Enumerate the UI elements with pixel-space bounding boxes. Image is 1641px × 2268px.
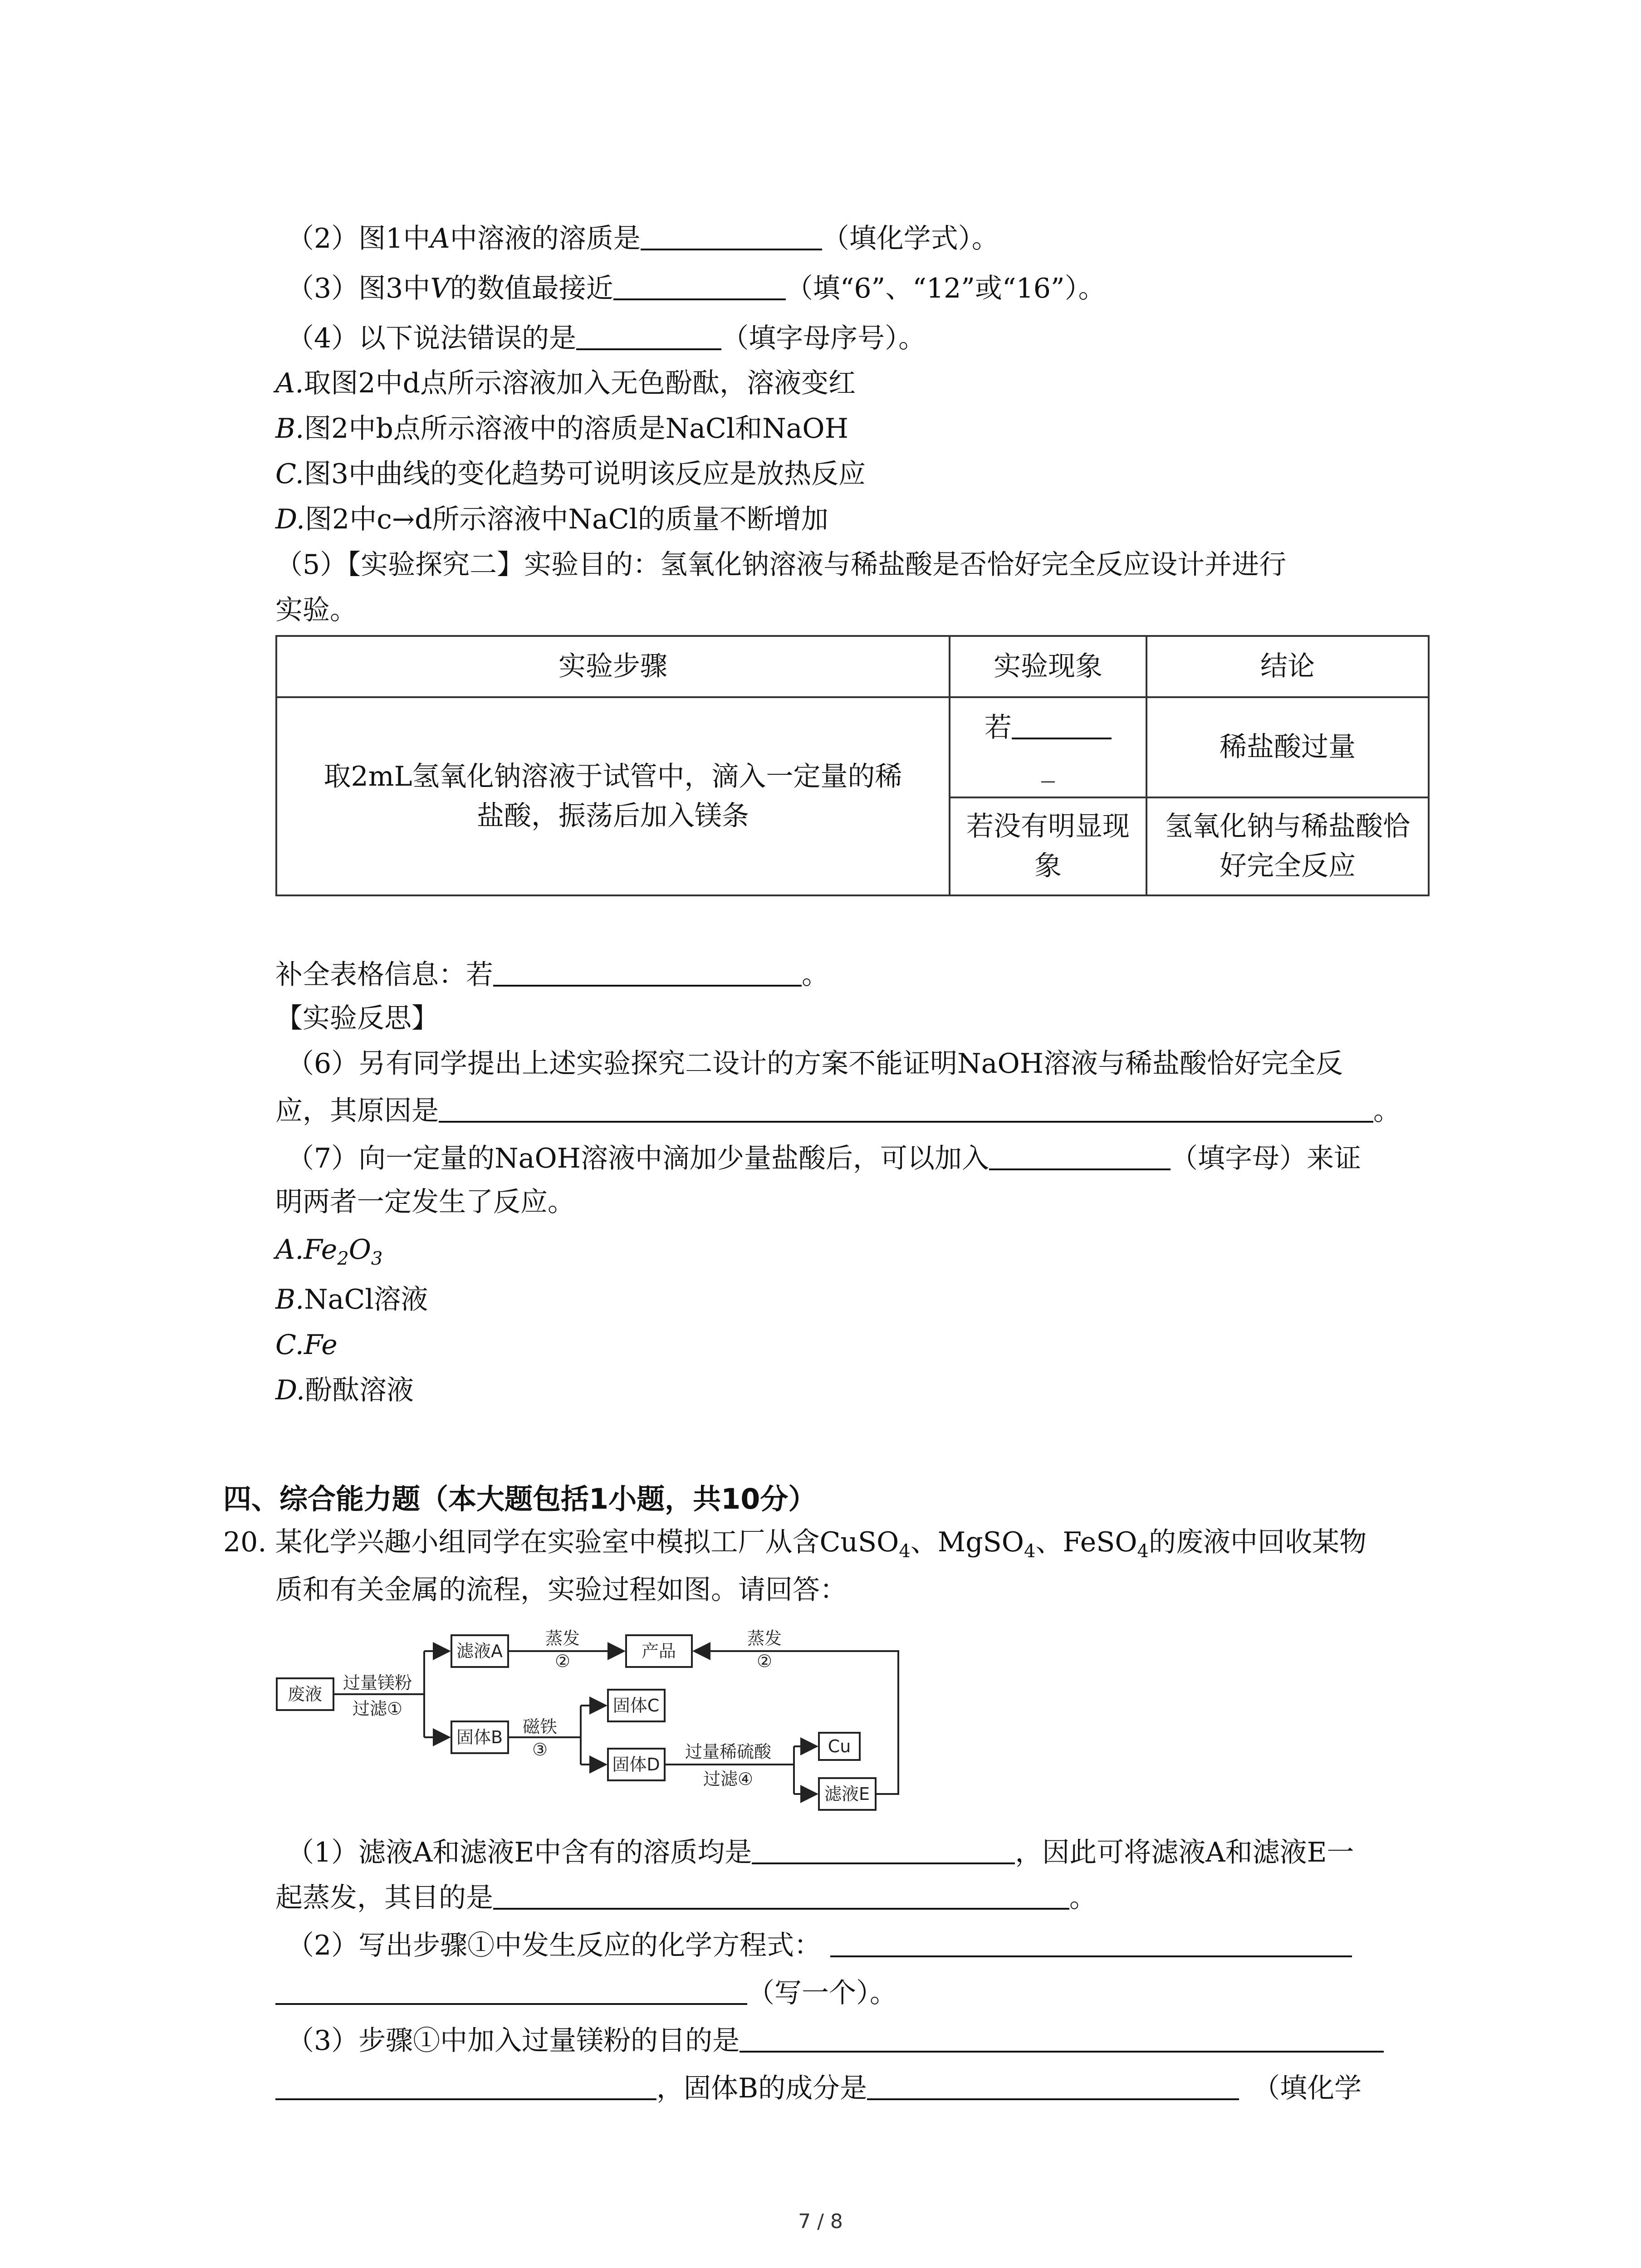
process-flow-diagram [272,1622,907,1821]
q20-3-line2 [275,2073,1362,2102]
q4-option-b [275,413,848,445]
q7-option-c [275,1331,338,1359]
q6-line1: （6）另有同学提出上述实验探究二设计的方案不能证明NaOH溶液与稀盐酸恰好完全反 [287,1048,1343,1080]
q20-2-line1 [287,1930,1352,1959]
label-evaporate: 蒸发 [545,1628,580,1648]
label-dilute-acid: 过量稀硫酸 [685,1742,772,1762]
label-cu: Cu [828,1736,851,1756]
q3-answer-blank[interactable] [613,273,786,300]
label-solid-b: 固体B [456,1727,503,1747]
q20-1-text: （1）滤液A和滤液E中含有的溶质均是 [287,1837,752,1868]
step-line2: 盐酸，振荡后加入镁条 [477,800,749,832]
option-text: 取图2中d点所示溶液加入无色酚酞，溶液变红 [304,367,856,399]
q2-var: A [430,223,450,254]
q20-text: 的废液中回收某物 [1149,1526,1367,1558]
q20-1-blank-2[interactable] [493,1882,1069,1910]
q20-text: 某化学兴趣小组同学在实验室中模拟工厂从含CuSO [275,1526,899,1558]
label-step1-top: 过量镁粉 [343,1673,412,1693]
option-text: Fe [304,1329,338,1361]
label-solid-d: 固体D [612,1755,660,1774]
label-evaporate-num: ② [554,1651,571,1671]
table-step-cell [276,697,950,895]
obs1-blank[interactable] [1012,712,1112,739]
q20-1-text2: ，因此可将滤液A和滤液E一 [1015,1837,1354,1868]
option-letter: B. [275,1284,304,1315]
q6-line2 [275,1095,1401,1127]
formula-part: Fe [304,1234,338,1266]
q2-answer-blank[interactable] [641,223,822,250]
section-4-heading: 四、综合能力题（本大题包括1小题，共10分） [223,1482,817,1515]
label-filtrate-a: 滤液A [456,1641,503,1661]
obs1-dash: _ [1041,751,1055,783]
q7-answer-blank[interactable] [989,1143,1171,1170]
q20-1-line2 [275,1882,1097,1914]
option-letter: D. [275,1374,305,1406]
formula-sub: 4 [899,1541,911,1562]
q4-option-d [275,503,828,535]
q20-3-text: （3）步骤①中加入过量镁粉的目的是 [287,2025,740,2057]
label-evaporate-2: 蒸发 [747,1628,782,1648]
q3-var: V [430,273,450,304]
q7-option-a [275,1236,382,1268]
table-conclusion-1: 稀盐酸过量 [1146,697,1429,797]
fill-info-text: 补全表格信息：若 [275,959,493,991]
table-header-observation: 实验现象 [950,636,1146,697]
table-header-step: 实验步骤 [276,636,950,697]
q4-answer-blank[interactable] [576,323,721,350]
q5-line1: （5）【实验探究二】实验目的：氢氧化钠溶液与稀盐酸是否恰好完全反应设计并进行 [275,549,1287,581]
q4-option-a [275,367,856,399]
q20-2-blank-2[interactable] [275,1978,747,2005]
q20-text: 、MgSO [910,1526,1024,1558]
table-conclusion-2: 氢氧化钠与稀盐酸恰好完全反应 [1146,797,1429,895]
label-filtrate-e: 滤液E [824,1784,870,1804]
q20-1-text3: 起蒸发，其目的是 [275,1882,493,1914]
q20-3-blank-3[interactable] [867,2073,1239,2100]
option-text: NaCl溶液 [304,1284,428,1315]
option-letter: A. [275,1234,304,1266]
q20-2-text: （2）写出步骤①中发生反应的化学方程式： [287,1930,822,1961]
formula-sub: 4 [1024,1541,1036,1562]
q20-text: 、FeSO [1035,1526,1137,1558]
table-observation-2: 若没有明显现象 [950,797,1146,895]
q2-suffix: （填化学式）。 [822,223,999,254]
q20-number: 20. [223,1526,267,1558]
q20-2-blank-1[interactable] [830,1930,1352,1957]
formula-sub: 2 [337,1248,349,1269]
q2-text2: 中溶液的溶质是 [450,223,641,254]
q2-line [287,223,999,252]
q2-text: （2）图1中 [287,223,431,254]
formula-part: O [348,1234,371,1266]
table-observation-1 [950,697,1146,797]
q20-2-suffix: （写一个）。 [747,1977,897,2009]
label-step1-bottom: 过滤① [352,1699,403,1719]
q7-option-b [275,1286,428,1313]
q3-text: （3）图3中 [287,273,431,304]
option-text: 图2中c→d所示溶液中NaCl的质量不断增加 [305,503,828,535]
label-filter-4: 过滤④ [703,1769,754,1789]
q20-2-line2 [275,1978,897,2007]
q4-option-c [275,460,866,488]
label-magnet-num: ③ [532,1740,548,1760]
q20-3-text2: ，固体B的成分是 [656,2072,867,2104]
fill-info-line [275,959,829,991]
q20-1-end: 。 [1069,1882,1097,1914]
option-letter: C. [275,1329,304,1361]
q20-3-text3: （填化学 [1253,2072,1362,2104]
q20-line1 [223,1526,1367,1562]
option-text: 图3中曲线的变化趋势可说明该反应是放热反应 [304,458,866,490]
option-letter: C. [275,458,304,490]
option-text: 图2中b点所示溶液中的溶质是NaCl和NaOH [304,413,848,445]
q7-line1 [287,1143,1361,1172]
q4-text: （4）以下说法错误的是 [287,323,577,354]
q4-suffix: （填字母序号）。 [721,323,926,354]
q20-3-line1 [287,2025,1384,2057]
q7-line2: 明两者一定发生了反应。 [275,1186,575,1218]
q20-line2: 质和有关金属的流程，实验过程如图。请回答： [275,1574,847,1606]
q3-line [287,273,1106,302]
experiment-table [275,635,1430,896]
option-letter: B. [275,413,304,445]
table-header-conclusion: 结论 [1146,636,1429,697]
fill-info-suffix: 。 [802,959,829,991]
label-magnet: 磁铁 [522,1717,558,1737]
q3-suffix: （填“6”、“12”或“16”）。 [785,273,1106,304]
formula-sub: 4 [1137,1541,1149,1562]
option-letter: A. [275,367,304,399]
step-line1: 取2mL氢氧化钠溶液于试管中，滴入一定量的稀 [323,760,902,792]
label-evaporate-2-num: ② [756,1651,773,1671]
option-text: 酚酞溶液 [305,1374,414,1406]
q6-end: 。 [1373,1095,1401,1127]
label-product: 产品 [641,1641,676,1661]
q6-answer-blank[interactable] [439,1095,1373,1123]
q7-text2: （填字母）来证 [1170,1143,1361,1174]
q20-1-line1 [287,1837,1354,1866]
label-solid-c: 固体C [612,1696,660,1716]
q6-text: 应，其原因是 [275,1095,439,1127]
q7-option-d [275,1374,414,1406]
q5-line2: 实验。 [275,594,357,626]
q20-3-blank-2[interactable] [275,2073,656,2100]
q3-text2: 的数值最接近 [450,273,613,304]
q4-line [287,323,926,352]
q20-1-blank-1[interactable] [752,1837,1015,1864]
option-letter: D. [275,503,305,535]
reflection-heading: 【实验反思】 [275,1002,439,1034]
formula-sub: 3 [371,1248,383,1269]
q20-3-blank-1[interactable] [740,2025,1384,2053]
q7-text: （7）向一定量的NaOH溶液中滴加少量盐酸后，可以加入 [287,1143,989,1174]
fill-info-blank[interactable] [493,959,802,987]
page-number: 7 / 8 [798,2210,843,2233]
obs1-prefix: 若 [985,711,1012,743]
label-waste: 废液 [287,1684,323,1704]
